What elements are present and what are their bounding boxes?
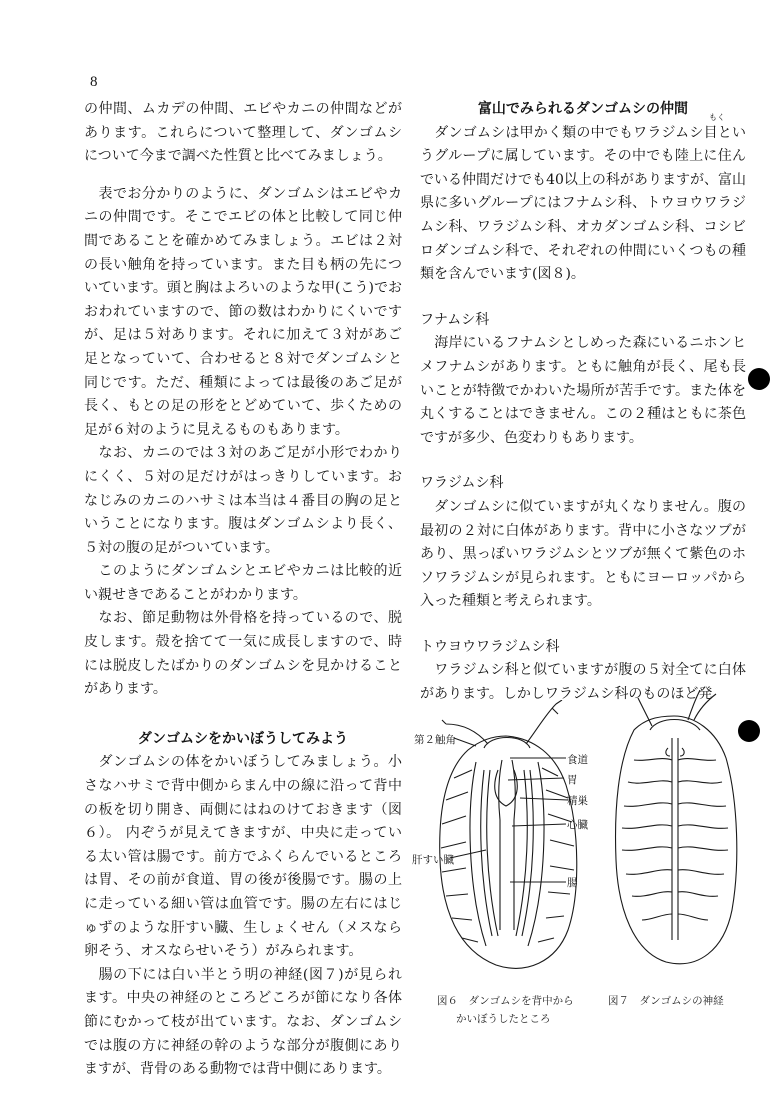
figure7-caption: 図７ ダンゴムシの神経 (608, 995, 724, 1007)
figure6-caption-line2: かいぼうしたところ (456, 1013, 551, 1025)
left-paragraph-6: ダンゴムシの体をかいぼうしてみましょう。小さなハサミで背中側からまん中の線に沿って背中の板を切り開き、両側にはねのけておきます（図６）。 内ぞうが見えてきますが、中央に走っている太い管は腸です。前方でふくらんでいるところは胃、その前が食道、胃の後が後腸です。腸の上に走っている細い管は血管です。腸の左右にはじゅずのような肝すい臓、生しょくせん（メスなら卵そう、オスならせいそう）がみられます。 (84, 754, 402, 960)
binding-hole-mark (748, 368, 770, 390)
figure6-label-intestine: 腸 (567, 877, 578, 889)
family-title-touyou: トウヨウワラジムシ科 (420, 638, 560, 655)
left-paragraph-1: の仲間、ムカデの仲間、エビやカニの仲間などがあります。これらについて整理して、ダンゴムシについて今まで調べた性質と比べてみましょう。 (84, 101, 402, 165)
ruby-annotation: もく (709, 113, 725, 122)
right-intro: ダンゴムシは甲かく類の中でもワラジムシ目というグループに属しています。その中でも陸上に住んでいる仲間だけでも40以上の科がありますが、富山県に多いグループにはフナムシ科、トウヨウワラジムシ科、ワラジムシ科、オカダンゴムシ科、コシビロダンゴムシ科で、それぞれの仲間にいくつもの種類を含んでいます(図８)。 (420, 124, 746, 283)
section-heading-toyama: 富山でみられるダンゴムシの仲間 (477, 101, 689, 117)
family-title-warajimushi: ワラジムシ科 (420, 475, 504, 492)
figure6-label-hepatopancreas: 肝すい臓 (412, 854, 454, 866)
figure7-nervous-system-drawing (604, 690, 744, 990)
figure6-label-esophagus: 食道 (567, 754, 588, 766)
left-paragraph-5: なお、節足動物は外骨格を持っているので、脱皮します。殻を捨てて一気に成長しますので、時には脱皮したばかりのダンゴムシを見かけることがあります。 (84, 610, 402, 698)
figure6-label-gonad: 精巣 (567, 795, 588, 807)
right-column (420, 98, 746, 707)
family-text-funamushi: 海岸にいるフナムシとしめった森にいるニホンヒメフナムシがあります。ともに触角が長く、尾も長いことが特徴でかわいた場所が苦手です。また体を丸くすることはできません。この２種はともに茶色ですが多少、色変わりもあります。 (420, 335, 746, 446)
figure6-label-heart: 心臓 (567, 819, 588, 831)
left-paragraph-2: 表でお分かりのように、ダンゴムシはエビやカニの仲間です。そこでエビの体と比較して同じ仲間であることを確かめてみましょう。エビは２対の長い触角を持っています。また目も柄の先についています。頭と胸はよろいのような甲(こう)でおおわれていますので、節の数はわかりにくいですが、足は５対あります。それに加えて３対があご足となっていて、合わせると８対でダンゴムシと同じです。ただ、種類によっては最後のあご足が長く、もとの足の形をとどめていて、歩くための足が６対のように見えるものもあります。 (84, 185, 402, 438)
left-paragraph-7: 腸の下には白い半とう明の神経(図７)が見られます。中央の神経のところどころが節になり各体節にむかって枝が出ています。なお、ダンゴムシでは腹の方に神経の幹のような部分が腹側にありますが、背骨のある動物では背中側にあります。 (84, 966, 402, 1078)
family-title-funamushi: フナムシ科 (420, 311, 490, 328)
figure6-label-antenna2: 第２触角 (414, 734, 456, 746)
left-column (84, 98, 402, 1082)
figure6-label-stomach: 胃 (567, 774, 578, 786)
figure6-caption-line1: 図６ ダンゴムシを背中から (437, 995, 574, 1007)
section-heading-dissection: ダンゴムシをかいぼうしてみよう (137, 730, 349, 747)
page-number: 8 (90, 74, 98, 90)
left-paragraph-3: なお、カニのでは３対のあご足が小形でわかりにくく、５対の足だけがはっきりしています。おなじみのカニのハサミは本当は４番目の胸の足ということになります。腹はダンゴムシより長く、５対の腹の足がついています。 (84, 445, 402, 556)
family-text-touyou: ワラジムシ科と似ていますが腹の５対全てに白体があります。しかしワラジムシ科のものほど発 (420, 662, 746, 703)
family-text-warajimushi: ダンゴムシに似ていますが丸くなりません。腹の最初の２対に白体があります。背中に小さなツブがあり、黒っぽいワラジムシとツブが無くて紫色のホソワラジムシが見られます。ともにヨーロッパから入った種類と考えられます。 (420, 498, 746, 610)
left-paragraph-4: このようにダンゴムシとエビやカニは比較的近い親せきであることがわかります。 (84, 563, 402, 603)
